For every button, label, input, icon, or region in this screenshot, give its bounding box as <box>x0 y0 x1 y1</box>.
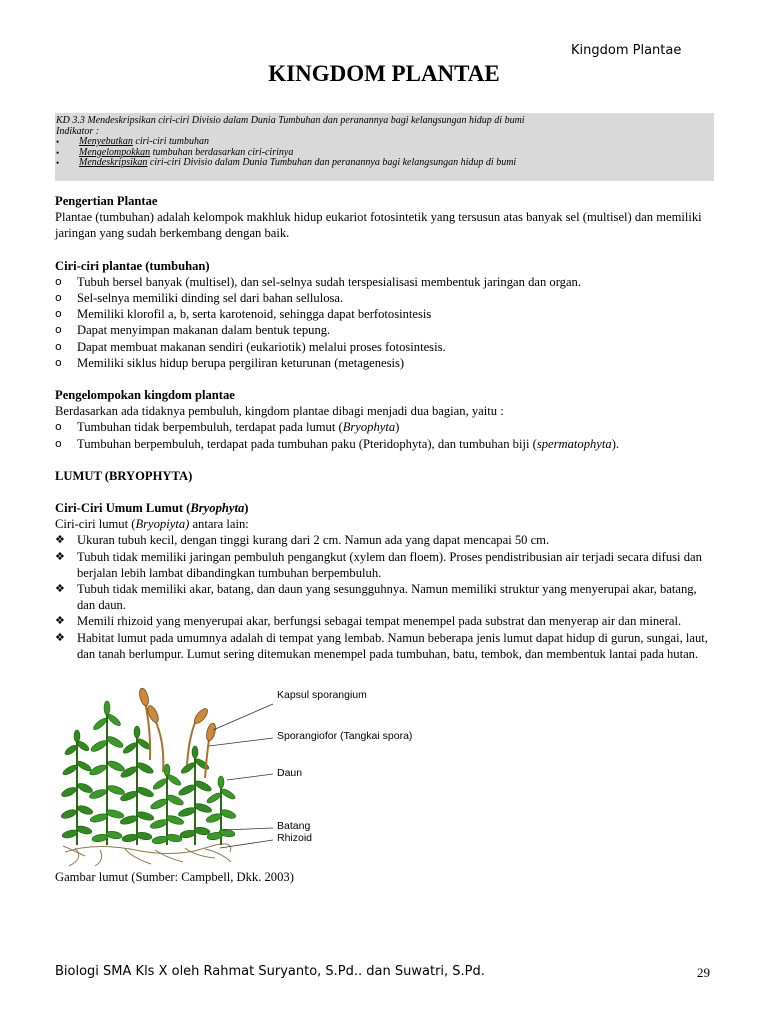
page-title: KINGDOM PLANTAE <box>268 61 500 86</box>
list-item <box>55 581 715 613</box>
list-item <box>55 419 715 435</box>
subsection-heading <box>55 500 715 516</box>
list-item <box>55 532 715 548</box>
diamond-bullet-icon: ❖ <box>55 549 65 563</box>
circle-bullet-icon: o <box>55 420 62 434</box>
moss-drawing <box>55 680 435 868</box>
diamond-bullet-icon: ❖ <box>55 582 65 596</box>
diamond-bullet-icon: ❖ <box>55 614 65 628</box>
diamond-bullet-icon: ❖ <box>55 533 65 547</box>
label-rhizoid: Rhizoid <box>277 832 313 844</box>
section-heading: Pengelompokan kingdom plantae <box>55 388 235 403</box>
figure-caption: Gambar lumut (Sumber: Campbell, Dkk. 2003) <box>55 870 294 884</box>
diamond-bullet-icon: ❖ <box>55 630 65 644</box>
list-item-text: ) <box>395 420 400 435</box>
intro-text: antara lain: <box>189 517 249 532</box>
scientific-name: spermatophyta <box>536 436 612 451</box>
label-capsule: Kapsul sporangium <box>277 689 367 701</box>
classification-intro: Berdasarkan ada tidaknya pembuluh, kingdom plantae dibagi menjadi dua bagian, yaitu : <box>55 404 504 419</box>
list-item <box>55 436 715 452</box>
indicator-verb: Mendeskripsikan <box>79 157 148 168</box>
section-heading: Pengertian Plantae <box>55 194 158 208</box>
main-content <box>55 193 715 662</box>
rhizoid-lines <box>63 844 231 866</box>
intro-text: Ciri-ciri lumut ( <box>55 517 136 532</box>
list-item <box>55 290 715 306</box>
circle-bullet-icon: o <box>55 355 62 369</box>
list-item-text: Memili rhizoid yang menyerupai akar, berfungsi sebagai tempat menempel pada substrat dan menyerap air dan mineral. <box>77 614 682 629</box>
scientific-name: Bryophyta <box>190 501 245 516</box>
list-item-text: Habitat lumut pada umumnya adalah di tempat yang lembab. Namun beberapa jenis lumut dapat hidup di gurun, sungai, laut, dan tanah berlumpur. Lumut sering ditemukan menempel pada tumbuhan, batu, tembok, dan membentuk lantai pada hutan. <box>77 630 708 661</box>
list-item-text: Ukuran tubuh kecil, dengan tinggi kurang dari 2 cm. Namun ada yang dapat mencapai 50 cm. <box>77 533 550 548</box>
list-item-text: Dapat membuat makanan sendiri (eukariotik) melalui proses fotosintesis. <box>77 339 446 354</box>
indicator-item <box>55 158 714 169</box>
section-heading: Ciri-ciri plantae (tumbuhan) <box>55 258 210 273</box>
circle-bullet-icon: o <box>55 274 62 288</box>
list-item-text: ). <box>611 436 620 451</box>
list-item-text: Tubuh tidak memiliki jaringan pembuluh pengangkut (xylem dan floem). Proses pendistribusian air terjadi secara difusi dan berjalan lebih lambat dibandingkan tumbuhan berpembuluh. <box>77 549 702 580</box>
list-item <box>55 339 715 355</box>
list-item-text: Tumbuhan tidak berpembuluh, terdapat pada lumut ( <box>77 420 343 435</box>
indicator-text: tumbuhan berdasarkan ciri-cirinya <box>150 146 294 158</box>
bullet-icon: • <box>56 147 60 158</box>
competency-box <box>55 113 714 181</box>
definition-paragraph: Plantae (tumbuhan) adalah kelompok makhluk hidup eukariot fotosintetik yang tersusun atas banyak sel (multisel) dan memiliki jaringan yang sudah berkembang dengan baik. <box>55 210 702 241</box>
indicator-text: ciri-ciri Divisio dalam Dunia Tumbuhan dan peranannya bagi kelangsungan hidup di bumi <box>147 157 517 168</box>
indicator-verb: Mengelompokkan <box>79 146 151 158</box>
heading-text: Ciri-Ciri Umum Lumut ( <box>55 501 191 516</box>
circle-bullet-icon: o <box>55 339 62 353</box>
bullet-icon: • <box>56 137 60 147</box>
label-seta: Sporangiofor (Tangkai spora) <box>277 730 413 742</box>
circle-bullet-icon: o <box>55 323 62 337</box>
leader-lines <box>209 704 273 848</box>
label-leaf: Daun <box>277 767 303 779</box>
label-stem: Batang <box>277 820 311 832</box>
list-item-text: Memiliki klorofil a, b, serta karotenoid, sehingga dapat berfotosintesis <box>77 307 432 322</box>
moss-illustration <box>55 680 435 868</box>
circle-bullet-icon: o <box>55 436 62 450</box>
indicator-label: Indikator : <box>56 125 100 137</box>
page-number: 29 <box>697 965 710 980</box>
circle-bullet-icon: o <box>55 307 62 321</box>
bullet-icon: • <box>56 158 60 168</box>
list-item-text: Dapat menyimpan makanan dalam bentuk tepung. <box>77 323 331 338</box>
indicator-text: ciri-ciri tumbuhan <box>132 136 209 147</box>
circle-bullet-icon: o <box>55 291 62 305</box>
list-item <box>55 355 715 371</box>
list-item-text: Tumbuhan berpembuluh, terdapat pada tumbuhan paku (Pteridophyta), dan tumbuhan biji ( <box>77 436 537 451</box>
list-item <box>55 306 715 322</box>
scientific-name: Bryopiyta) <box>135 517 190 532</box>
list-item <box>55 274 715 290</box>
sporophytes <box>138 687 217 778</box>
list-item <box>55 630 715 662</box>
section-heading: LUMUT (BRYOPHYTA) <box>55 468 193 483</box>
kd-statement: KD 3.3 Mendeskripsikan ciri-ciri Divisio dalam Dunia Tumbuhan dan peranannya bagi kelangsungan hidup di bumi <box>56 115 525 126</box>
list-item-text: Tubuh bersel banyak (multisel), dan sel-selnya sudah terspesialisasi membentuk jaringan dan organ. <box>77 274 581 289</box>
moss-intro <box>55 516 715 532</box>
running-header: Kingdom Plantae <box>571 43 682 58</box>
list-item <box>55 322 715 338</box>
list-item-text: Memiliki siklus hidup berupa pergiliran keturunan (metagenesis) <box>77 355 405 370</box>
heading-text: ) <box>244 501 249 516</box>
list-item-text: Tubuh tidak memiliki akar, batang, dan daun yang sesungguhnya. Namun memiliki struktur yang menyerupai akar, batang, dan daun. <box>77 582 697 613</box>
scientific-name: Bryophyta <box>342 420 396 435</box>
list-item <box>55 613 715 629</box>
list-item-text: Sel-selnya memiliki dinding sel dari bahan sellulosa. <box>77 291 344 306</box>
list-item <box>55 549 715 581</box>
footer-author: Biologi SMA Kls X oleh Rahmat Suryanto, S.Pd.. dan Suwatri, S.Pd. <box>55 964 485 979</box>
indicator-verb: Menyebutkan <box>79 136 133 147</box>
